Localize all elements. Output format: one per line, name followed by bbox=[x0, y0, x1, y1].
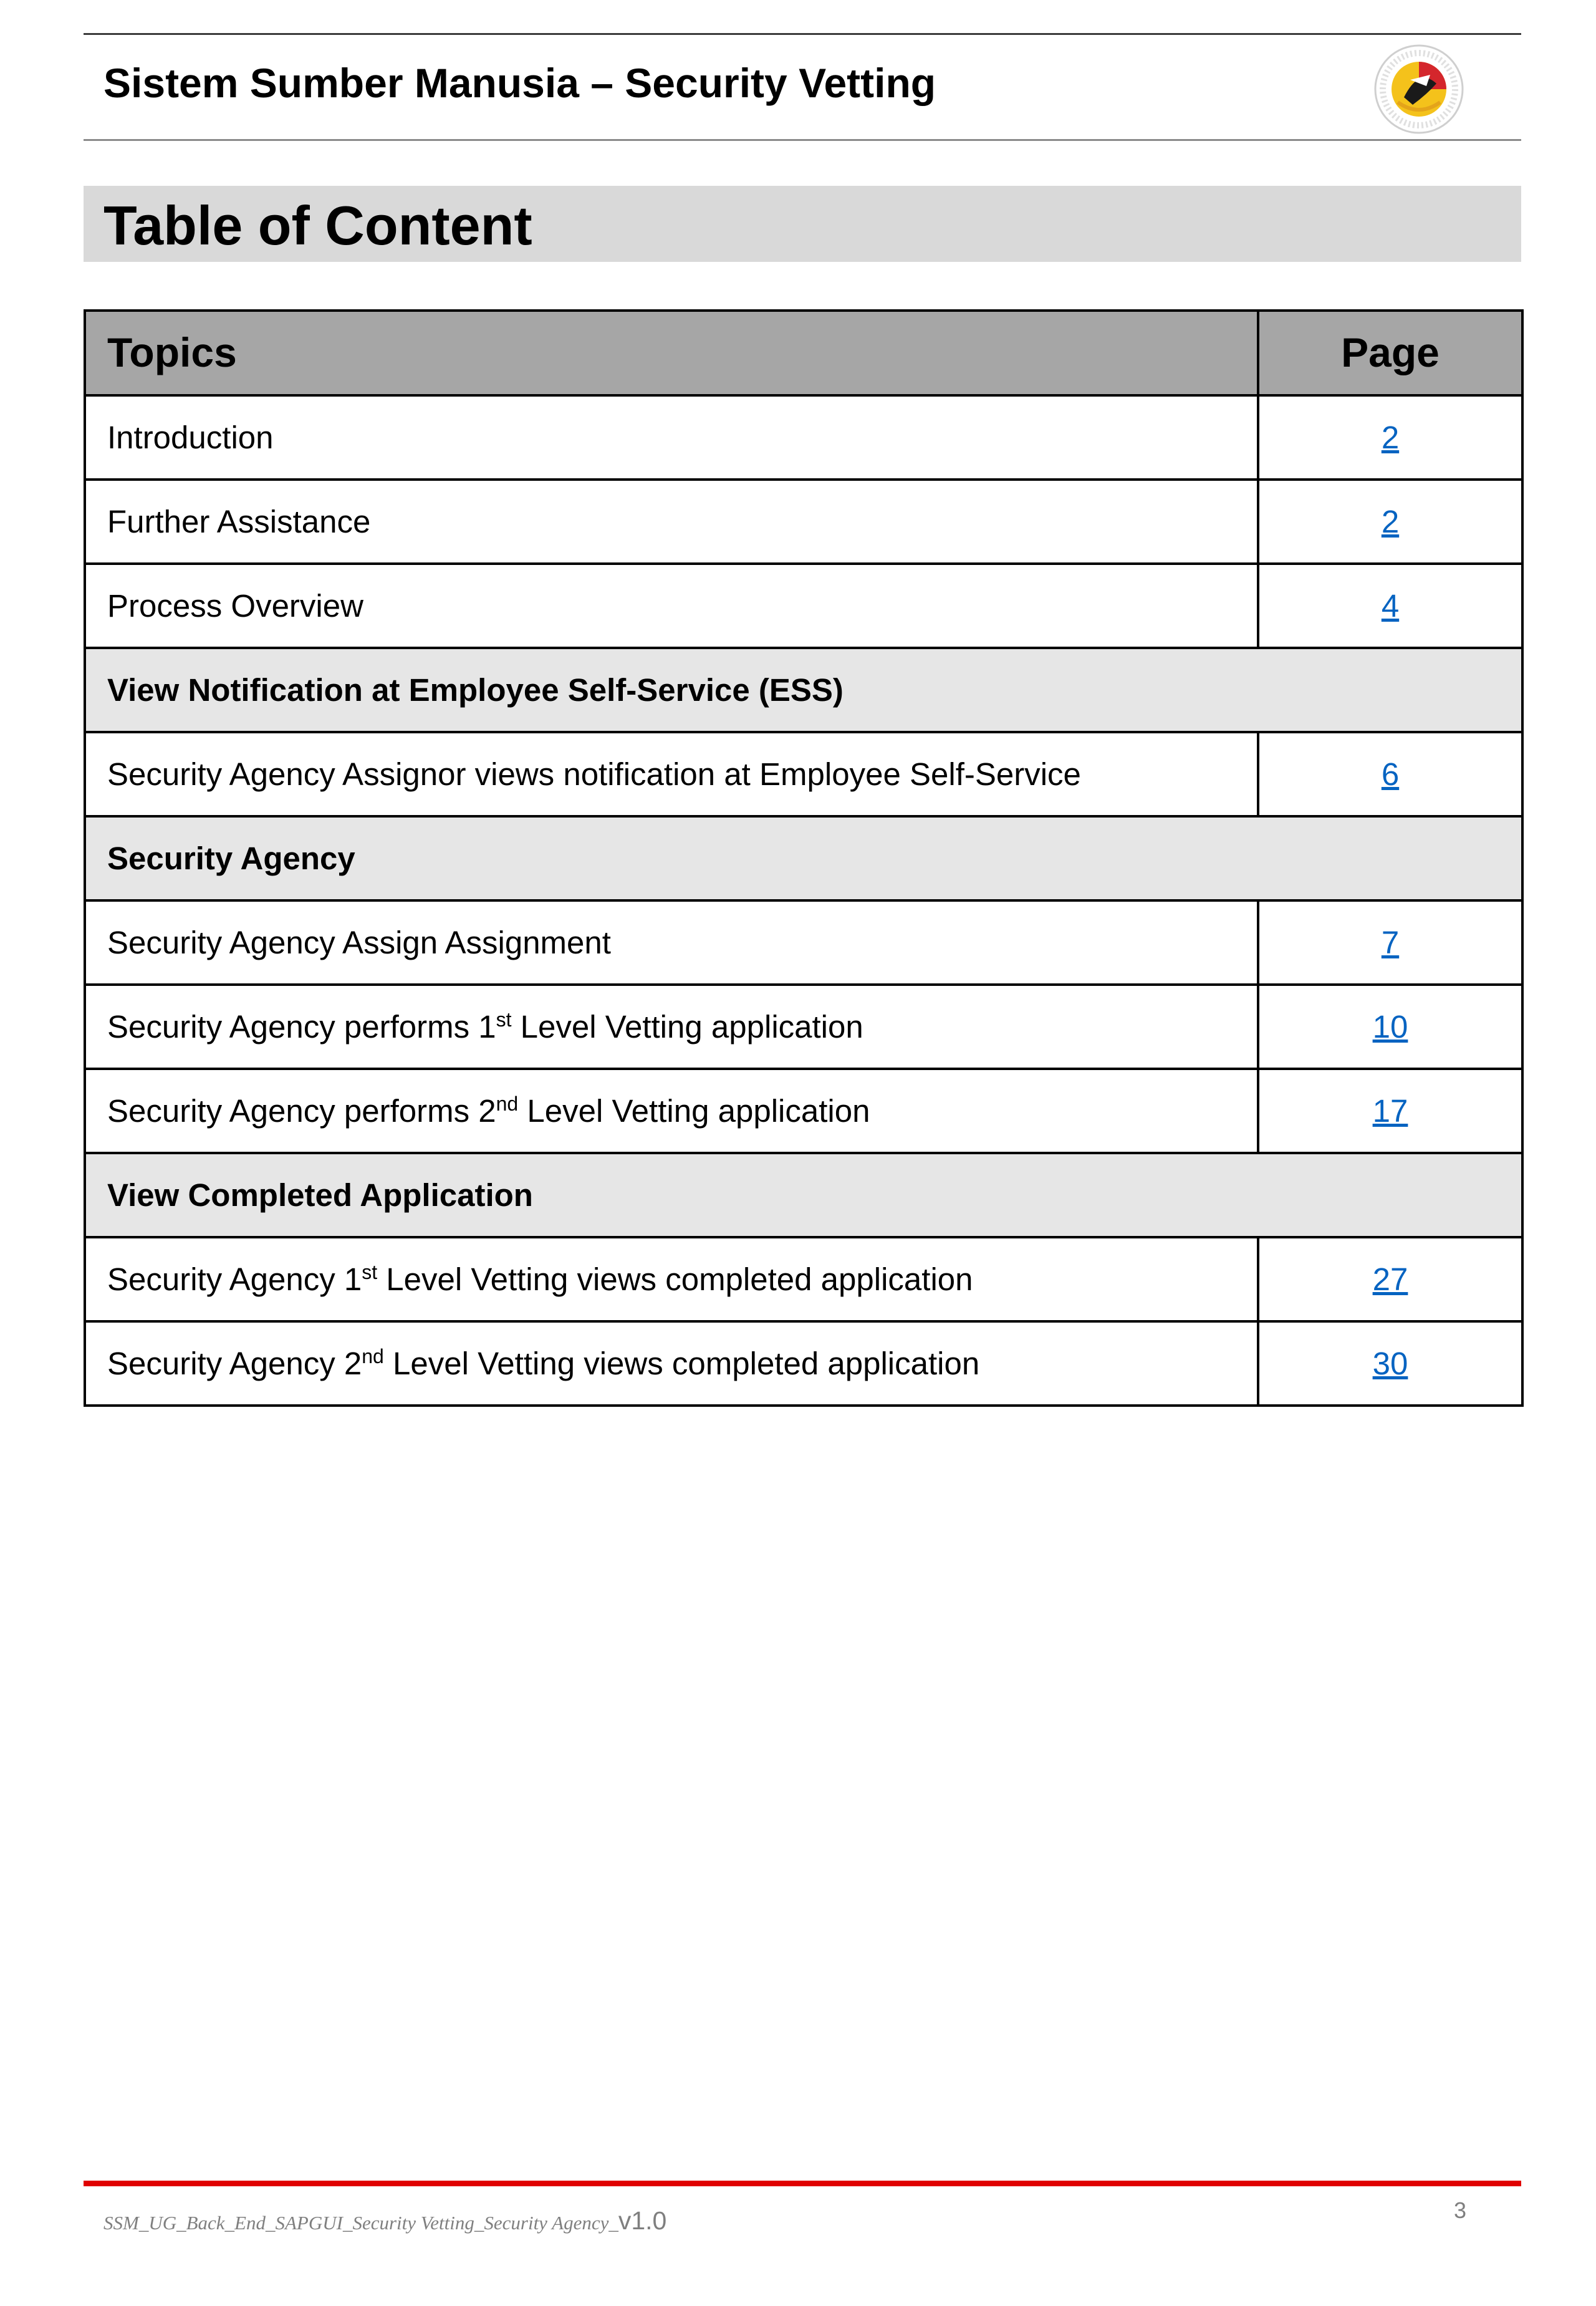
page-header-title: Sistem Sumber Manusia – Security Vetting bbox=[103, 60, 936, 106]
toc-topic: Introduction bbox=[85, 395, 1258, 480]
toc-page-link[interactable]: 30 bbox=[1372, 1345, 1408, 1381]
toc-section-row bbox=[85, 1153, 1522, 1237]
ordinal-suffix: nd bbox=[362, 1344, 384, 1368]
toc-section-title: View Notification at Employee Self-Service (ESS) bbox=[85, 648, 1522, 732]
toc-page-cell bbox=[1258, 395, 1522, 480]
toc-topic-part: Level Vetting views completed application bbox=[383, 1345, 980, 1381]
table-row bbox=[85, 900, 1522, 985]
ssm-logo-icon bbox=[1367, 42, 1471, 136]
toc-topic-part: Level Vetting application bbox=[518, 1093, 870, 1129]
page-column-header: Page bbox=[1258, 311, 1522, 395]
toc-page-link[interactable]: 10 bbox=[1372, 1008, 1408, 1044]
toc-page-link[interactable]: 4 bbox=[1381, 587, 1400, 624]
header-top-rule bbox=[84, 33, 1521, 35]
toc-page-cell bbox=[1258, 1237, 1522, 1321]
toc-page-link[interactable]: 6 bbox=[1381, 756, 1400, 792]
toc-page-cell bbox=[1258, 1321, 1522, 1406]
toc-page-link[interactable]: 7 bbox=[1381, 924, 1400, 960]
toc-topic bbox=[85, 1237, 1258, 1321]
toc-topic-part: Security Agency 1 bbox=[107, 1261, 362, 1297]
footer-page-number: 3 bbox=[1454, 2197, 1467, 2223]
toc-section-row bbox=[85, 816, 1522, 900]
ordinal-suffix: st bbox=[496, 1008, 512, 1031]
toc-topic: Further Assistance bbox=[85, 480, 1258, 564]
toc-topic bbox=[85, 985, 1258, 1069]
toc-topic bbox=[85, 1321, 1258, 1406]
toc-page-cell bbox=[1258, 480, 1522, 564]
toc-page-cell bbox=[1258, 564, 1522, 648]
toc-heading-band bbox=[84, 186, 1521, 262]
table-row bbox=[85, 1321, 1522, 1406]
table-row bbox=[85, 985, 1522, 1069]
table-row bbox=[85, 1237, 1522, 1321]
toc-topic: Security Agency Assignor views notification at Employee Self-Service bbox=[85, 732, 1258, 816]
footer-rule bbox=[84, 2181, 1521, 2186]
toc-title: Table of Content bbox=[103, 195, 532, 256]
toc-topic-part: Security Agency performs 1 bbox=[107, 1008, 496, 1044]
table-row bbox=[85, 1069, 1522, 1153]
table-row bbox=[85, 732, 1522, 816]
toc-section-title: View Completed Application bbox=[85, 1153, 1522, 1237]
toc-topic-part: Level Vetting views completed application bbox=[377, 1261, 973, 1297]
toc-page-cell bbox=[1258, 985, 1522, 1069]
toc-page-link[interactable]: 2 bbox=[1381, 503, 1400, 539]
toc-table bbox=[84, 309, 1524, 1407]
toc-section-title: Security Agency bbox=[85, 816, 1522, 900]
toc-topic-part: Level Vetting application bbox=[511, 1008, 863, 1044]
ordinal-suffix: nd bbox=[496, 1092, 519, 1115]
footer-version: v1.0 bbox=[618, 2206, 667, 2235]
table-row bbox=[85, 480, 1522, 564]
toc-topic: Process Overview bbox=[85, 564, 1258, 648]
toc-topic-part: Security Agency performs 2 bbox=[107, 1093, 496, 1129]
topics-column-header: Topics bbox=[85, 311, 1258, 395]
toc-page-link[interactable]: 17 bbox=[1372, 1093, 1408, 1129]
table-row bbox=[85, 564, 1522, 648]
table-row bbox=[85, 395, 1522, 480]
header-bottom-rule bbox=[84, 139, 1521, 141]
toc-topic-part: Security Agency 2 bbox=[107, 1345, 362, 1381]
toc-page-cell bbox=[1258, 900, 1522, 985]
toc-page-link[interactable]: 2 bbox=[1381, 419, 1400, 455]
toc-page-cell bbox=[1258, 1069, 1522, 1153]
ordinal-suffix: st bbox=[362, 1260, 378, 1283]
toc-topic bbox=[85, 1069, 1258, 1153]
toc-section-row bbox=[85, 648, 1522, 732]
toc-header-row bbox=[85, 311, 1522, 395]
footer-doc-name bbox=[103, 2206, 666, 2236]
footer-doc-filename: SSM_UG_Back_End_SAPGUI_Security Vetting_Security Agency_ bbox=[103, 2212, 618, 2234]
toc-topic: Security Agency Assign Assignment bbox=[85, 900, 1258, 985]
toc-page-link[interactable]: 27 bbox=[1372, 1261, 1408, 1297]
toc-page-cell bbox=[1258, 732, 1522, 816]
